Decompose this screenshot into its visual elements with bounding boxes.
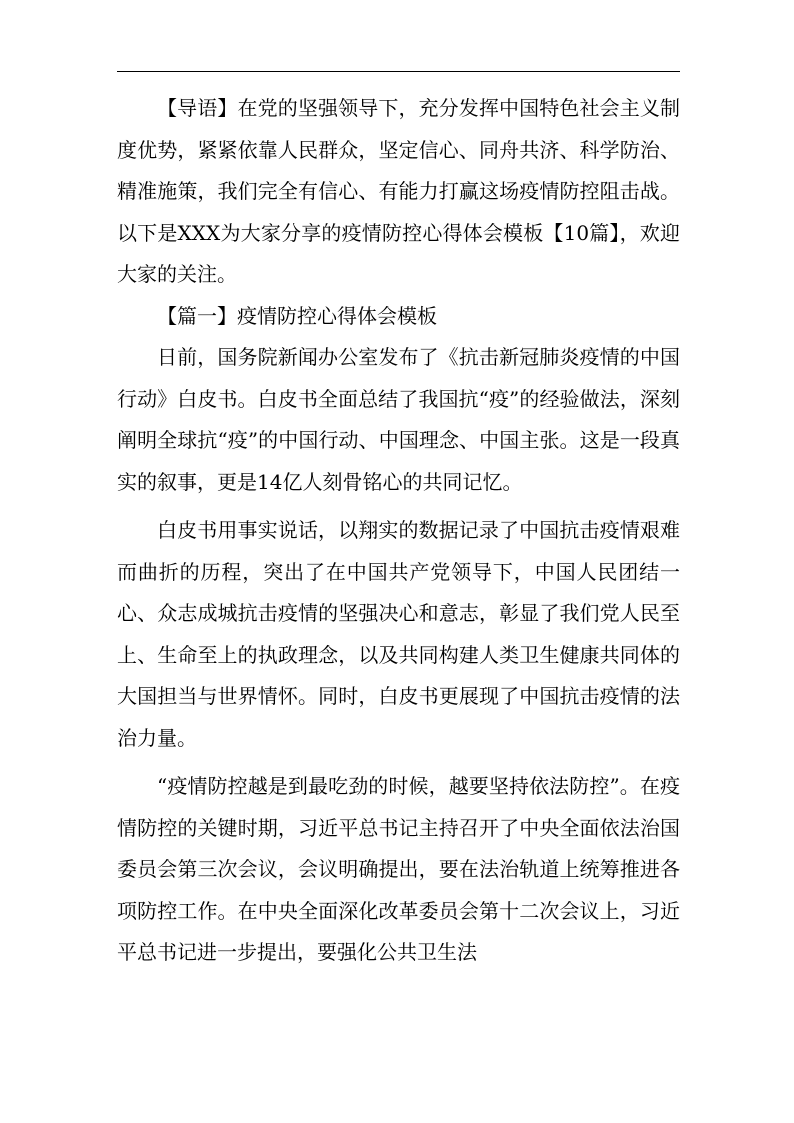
body-paragraph: 日前，国务院新闻办公室发布了《抗击新冠肺炎疫情的中国行动》白皮书。白皮书全面总结了我国抗“疫”的经验做法，深刻阐明全球抗“疫”的中国行动、中国理念、中国主张。这是一段真实的叙事，更是14亿人刻骨铭心的共同记忆。 bbox=[117, 345, 680, 494]
body-paragraph: “疫情防控越是到最吃劲的时候，越要坚持依法防控”。在疫情防控的关键时期，习近平总书记主持召开了中央全面依法治国委员会第三次会议，会议明确提出，要在法治轨道上统筹推进各项防控工作。在中央全面深化改革委员会第十二次会议上，习近平总书记进一步提出，要强化公共卫生法 bbox=[117, 774, 680, 964]
intro-paragraph: 【导语】在党的坚强领导下，充分发挥中国特色社会主义制度优势，紧紧依靠人民群众，坚定信心、同舟共济、科学防治、精准施策，我们完全有信心、有能力打赢这场疫情防控阻击战。以下是XXX为大家分享的疫情防控心得体会模板【10篇】，欢迎大家的关注。 bbox=[117, 96, 680, 286]
document-body bbox=[117, 88, 680, 974]
body-paragraph: 白皮书用事实说话，以翔实的数据记录了中国抗击疫情艰难而曲折的历程，突出了在中国共产党领导下，中国人民团结一心、众志成城抗击疫情的坚强决心和意志，彰显了我们党人民至上、生命至上的执政理念，以及共同构建人类卫生健康共同体的大国担当与世界情怀。同时，白皮书更展现了中国抗击疫情的法治力量。 bbox=[117, 518, 680, 750]
section-heading: 【篇一】疫情防控心得体会模板 bbox=[157, 303, 437, 328]
header-rule bbox=[117, 71, 680, 72]
